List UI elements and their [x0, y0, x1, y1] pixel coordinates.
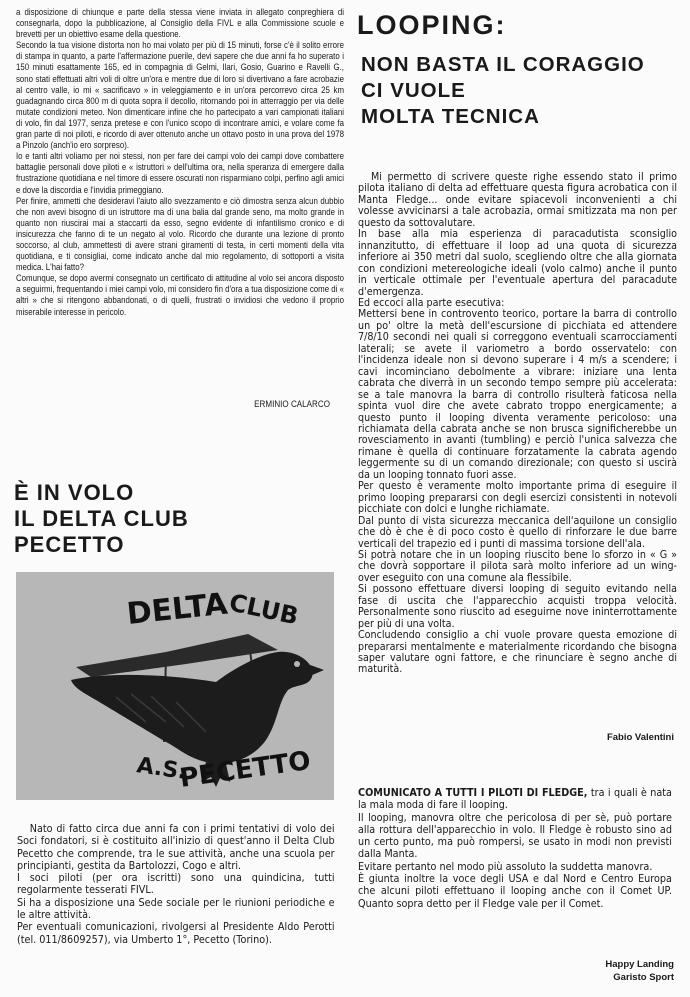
looping-subtitle-line: MOLTA TECNICA	[361, 105, 540, 128]
delta-club-logo	[16, 572, 334, 800]
looping-body	[358, 172, 677, 676]
looping-paragraph: Si potrà notare che in un looping riuscito bene lo sforzo in « G » che dovrà sopportare il pilota sarà molto inferiore ad un wing-over eseguito con una comune ala flessibile.	[358, 548, 677, 584]
eagle-hang-glider-icon	[16, 572, 334, 800]
svg-text:PECETTO: PECETTO	[177, 745, 313, 794]
letter-paragraph: Secondo la tua visione distorta non ho mai volato per più di 15 minuti, forse c'è il solito errore di stampa in quanto, a parte l'affermazione puerile, devi sapere che due anni fa ho superato i 150 minuti esattamente 165, ed in compagnia di Gelmi, Ilari, Gosio, Guarino e Ravelli G., sono stati effettuati altri voli di oltre un'ora e mentre due di loro si divertivano a fare acrobazie al centro valle, io mi « sacrificavo » in veleggiamento e in un'ora percorrevo circa 25 km guadagnando circa 800 m di quota sopra il decollo, ritornando poi in atterraggio per via delle mutate condizioni meteo. Non dimenticare infine che ho partecipato a vari campionati italiani di volo, fin dal 1977, senza pretese e con l'unico scopo di incontrare amici, e volare come fa gran parte di noi piloti, e ricordo di aver ottenuto anche un ottavo posto in una prova del 1978 a Pinzolo (anch'io ero sorpreso).	[16, 40, 344, 152]
delta-paragraph: I soci piloti (per ora iscritti) sono una quindicina, tutti regolarmente tesserati FIVL.	[17, 872, 335, 897]
looping-paragraph: Mettersi bene in controvento teorico, portare la barra di controllo un po' oltre la metà dell'escursione di picchiata ed attendere 7/8/10 secondi nei quali si correggono eventuali scarrocciamenti laterali; se avete il variometro a bordo osservatelo: con l'incidenza ideale non si devono superare i 4 m/s a scendere; i cavi incominciano debolmente a vibrare: iniziare una lenta cabrata che diverrà in un secondo tempo sempre più accelerata: se a tale manovra la barra di controllo risulterà faticosa nella spinta vuol dire che avete cabrato troppo energicamente; a questo punto il looping diventa veramente pericoloso: una richiamata della cabrata anche se non brusca significherebbe un rovesciamento in avanti (tumbling) e perciò l'unica salvezza che rimane è quella di continuare forzatamente la cabrata agendo leggermente su di un comando direzionale; con questo si uscirà da un looping tonnato fuori asse.	[358, 308, 677, 481]
looping-paragraph: In base alla mia esperienza di paracadutista sconsiglio innanzitutto, di effettuare il loop ad una quota di sicurezza inferiore ai 350 metri dal suolo, scegliendo oltre che alla giornata con condizioni metereologiche ideali (volo calmo) anche il punto in verticale ottimale per l'eventuale apertura del paracadute d'emergenza.	[358, 228, 677, 298]
comunicato-paragraph: È giunta inoltre la voce degli USA e dal Nord e Centro Europa che alcuni piloti effettuano il looping anche con il Comet UP. Quanto sopra detto per il Fledge vale per il Comet.	[358, 873, 672, 910]
looping-paragraph: Per questo è veramente molto importante prima di eseguire il primo looping prepararsi con degli esercizi consistenti in notevoli picchiate con dolci e lunghe richiamate.	[358, 480, 677, 516]
looping-subtitle-line: NON BASTA IL CORAGGIO	[361, 53, 645, 76]
comunicato-paragraph: Evitare pertanto nel modo più assoluto la suddetta manovra.	[358, 860, 653, 873]
svg-text:CLUB: CLUB	[226, 588, 301, 631]
looping-paragraph: Mi permetto di scrivere queste righe essendo stato il primo pilota italiano di delta ad effettuare questa figura acrobatica con il Manta Fledge... onde evitare spiacevoli inconvenienti a chi volesse avvicinarsi a tale acrobazia, ormai smitizzata ma non per questo da sottovalutare.	[358, 171, 677, 229]
signature-line: Happy Landing	[605, 959, 674, 970]
comunicato-signature	[474, 958, 674, 984]
svg-text:DELTA: DELTA	[125, 586, 230, 632]
looping-title-main: LOOPING:	[357, 10, 507, 40]
comunicato-lead-text: tra i quali è nata la mala moda di fare il looping.	[358, 787, 672, 812]
svg-text:A.S.: A.S.	[135, 753, 189, 785]
comunicato-heading: COMUNICATO A TUTTI I PILOTI DI FLEDGE,	[358, 787, 588, 799]
looping-signature: Fabio Valentini	[606, 732, 674, 743]
delta-club-text	[17, 823, 335, 946]
delta-title-line: È IN VOLO	[14, 480, 135, 505]
delta-paragraph: Nato di fatto circa due anni fa con i primi tentativi di volo dei Soci fondatori, si è costituito all'inizio di quest'anno il Delta Club Pecetto che comprende, tra le sue attività, anche una scuola per principianti, gestita da Bartolozzi, Cogo e altri.	[17, 823, 335, 872]
looping-paragraph: Concludendo consiglio a chi vuole provare questa emozione di prepararsi mentalmente e materialmente ricordando che bisogna saper valutare ogni fattore, e che rinunciare è segno anche di maturità.	[358, 629, 677, 676]
letter-column	[16, 7, 344, 318]
looping-title	[357, 8, 687, 130]
looping-paragraph: Ed eccoci alla parte esecutiva:	[358, 296, 505, 309]
letter-paragraph: Per finire, ammetti che desideravi l'aiuto allo svezzamento e ciò dimostra senza alcun dubbio che non avevi bisogno di un istruttore ma di una balia dal grande seno, ma molto grande in quanto non riuscirai mai a staccarti da esso, segno evidente di infantilismo cronico e di insicurezza che fanno di te un negato al volo. Ricordo che durante una lezione di pronto soccorso, al club, ammettesti di avere strani giramenti di testa, in certi momenti della vita quotidiana, e ti consigliai, come indicato anche dal mio regolamento, di sottoporti a visita medica. L'hai fatto?	[16, 195, 344, 274]
delta-title-line: IL DELTA CLUB	[14, 506, 189, 531]
delta-paragraph: Si ha a disposizione una Sede sociale per le riunioni periodiche e le altre attività.	[17, 896, 335, 922]
delta-paragraph: Per eventuali comunicazioni, rivolgersi al Presidente Aldo Perotti (tel. 011/8609257), via Umberto 1°, Pecetto (Torino).	[17, 921, 335, 946]
letter-paragraph: Io e tanti altri voliamo per noi stessi, non per fare dei campi volo dei campi dove combattere battaglie personali dove piloti e « istruttori » dell'ultima ora, nella speranza di emergere dalla frustrazione quotidiana e nel timore di essere oscurati non risparmiano colpi, perfino agli amici e dove la discordia e l'invidia primeggiano.	[16, 151, 344, 196]
delta-title-line: PECETTO	[14, 532, 125, 557]
looping-subtitle-line: CI VUOLE	[361, 79, 466, 102]
letter-paragraph: Comunque, se dopo avermi consegnato un certificato di attitudine al volo sei ancora disposto a seguirmi, frequentando i miei campi volo, mi considero fin d'ora a tua disposizione come di « altri » che si ritengono abbandonati, o di quelli, frustrati o invidiosi che vedono il proprio miserabile interesse in pericolo.	[16, 273, 344, 318]
delta-club-title	[14, 480, 334, 558]
letter-signature: ERMINIO CALARCO	[254, 399, 330, 410]
looping-paragraph: Dal punto di vista sicurezza meccanica dell'aquilone un consiglio che dò è che è di poco costo è quello di rinforzare le due barre verticali del trapezio ed i punti di massima torsione dell'ala.	[358, 514, 677, 550]
signature-line: Garisto Sport	[613, 972, 674, 983]
comunicato-body	[358, 787, 672, 910]
comunicato-lead	[358, 787, 672, 812]
letter-paragraph: a disposizione di chiunque e parte della stessa viene inviata in allegato conpreghiera di consegnarla, dopo la pubblicazione, al Consiglio della FIVL e alla Commissione scuole e brevetti per un obiettivo esame della questione.	[16, 7, 344, 41]
looping-paragraph: Si possono effettuare diversi looping di seguito evitando nella fase di uscita che l'apparecchio acquisti troppa velocità. Personalmente sono riuscito ad eseguirne nove ininterrottamente per più di una volta.	[358, 583, 677, 630]
comunicato-paragraph: Il looping, manovra oltre che pericolosa di per sè, può portare alla rottura dell'apparecchio in volo. Il Fledge è robusto sino ad un certo punto, ma può rompersi, se usato in modi non previsti dalla Manta.	[358, 811, 672, 861]
